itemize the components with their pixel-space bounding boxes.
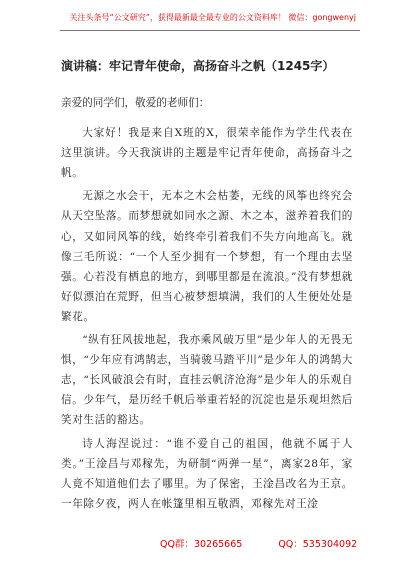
paragraph-1: 大家好！我是来自X班的X，很荣幸能作为学生代表在这里演讲。今天我演讲的主题是牢记青年使命，高扬奋斗之帆。: [61, 127, 353, 180]
paragraph-3: “纵有狂风拔地起，我亦乘风破万里”是少年人的无畏无惧，“少年应有鸿鹄志，当骑骏马踏平川”是少年人的鸿鹄大志，“长风破浪会有时，直挂云帆济沧海”是少年人的乐观自信。少年气，是历经千帆后举重若轻的沉淀也是乐观坦然后笑对生活的豁达。: [61, 334, 353, 427]
footer-contact: [160, 536, 357, 550]
footer-qq-number: QQ：535304092: [278, 539, 358, 550]
greeting: 亲爱的同学们，敬爱的老师们：: [61, 97, 210, 109]
document-title: 演讲稿：牢记青年使命，高扬奋斗之帆（1245字）: [61, 59, 335, 73]
header-divider: [60, 30, 360, 31]
header-promo-note: 关注头条号“公文研究”，获得最新最全最专业的公文资料库！ 微信：gongwenyj: [69, 13, 356, 22]
paragraph-2: 无源之水会干，无本之木会枯萎，无线的风筝也终究会从天空坠落。而梦想就如同水之源、木之本，滋养着我们的心，又如同风筝的线，始终牵引着我们不失方向地高飞。就像三毛所说：“一个人至少拥有一个梦想，有一个理由去坚强。心若没有栖息的地方，到哪里都是在流浪。”没有梦想就好似漂泊在荒野，但当心被梦想填满，我们的人生便处处是繁花。: [61, 190, 353, 323]
document-body: [61, 93, 353, 517]
footer-qq-group: QQ群：30265665: [160, 539, 243, 550]
paragraph-4: 诗人海涅说过：“谁不爱自己的祖国，他就不属于人类。”王淦昌与邓稼先，为研制“两弹一星”，离家28年，家人竟不知道他们去了哪里。为了保密，王淦昌改名为王京。一年除夕夜，两人在帐篷里相互敬酒，邓稼先对王淦: [61, 437, 353, 510]
